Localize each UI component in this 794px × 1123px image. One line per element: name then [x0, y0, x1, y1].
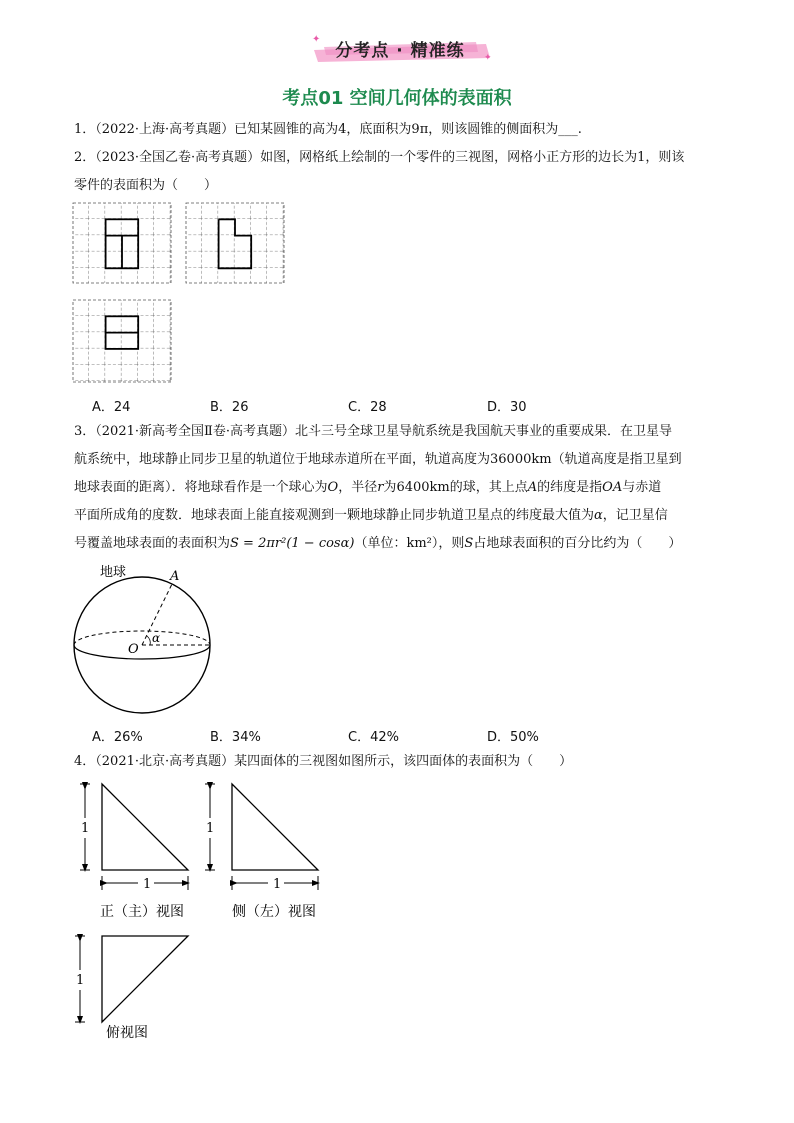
q4-front-view — [80, 784, 188, 920]
q3-option-d[interactable]: D．50% — [487, 730, 539, 745]
front-view-caption: 正（主）视图 — [100, 904, 184, 920]
q3-line3a: 地球表面的距离）．将地球看作是一个球心为 — [74, 480, 328, 495]
q3-var-a: A — [527, 480, 538, 495]
q2-option-a[interactable]: A．24 — [92, 400, 131, 415]
q3-var-o: O — [327, 480, 339, 495]
q3-line5d: 占地球表面积的百分比约为（ ） — [473, 536, 682, 551]
question-2 — [74, 144, 724, 200]
q2-option-d[interactable]: D．30 — [487, 400, 527, 415]
q2-side-view — [186, 203, 284, 283]
svg-text:✦: ✦ — [484, 53, 492, 63]
q2-line2: 零件的表面积为（ ） — [74, 178, 218, 193]
question-4 — [74, 748, 724, 776]
q3-line1: 北斗三号全球卫星导航系统是我国航天事业的重要成果．在卫星导 — [294, 424, 672, 439]
q2-option-c[interactable]: C．28 — [348, 400, 387, 415]
q2-top-view — [73, 300, 171, 382]
banner-text: 分考点 · 精准练 — [335, 41, 465, 61]
q3-option-c[interactable]: C．42% — [348, 730, 399, 745]
label-a: A — [170, 569, 180, 584]
q3-line5c: ），则 — [431, 536, 465, 551]
q4-text: 某四面体的三视图如图所示，该四面体的表面积为（ ） — [234, 754, 573, 769]
q3-orbit-height: 36000km — [490, 452, 552, 467]
q3-radius: 6400km — [396, 480, 450, 495]
q3-number: 3． — [74, 424, 96, 439]
side-view-caption: 侧（左）视图 — [232, 904, 316, 920]
q3-line5a: 号覆盖地球表面的表面积为 — [74, 536, 231, 551]
q2-line1: 如图，网格纸上绘制的一个零件的三视图，网格小正方形的边长为1，则该 — [260, 150, 685, 165]
q3-var-alpha: α — [594, 508, 603, 523]
q2-options — [92, 396, 732, 416]
q4-source: （2021·北京·高考真题） — [95, 754, 235, 769]
q3-option-b[interactable]: B．34% — [210, 730, 261, 745]
front-height-label: 1 — [81, 821, 90, 836]
q3-line2a: 航系统中，地球静止同步卫星的轨道位于地球赤道所在平面，轨道高度为 — [74, 452, 491, 467]
q3-formula: S = 2πr²(1 − cosα) — [230, 536, 355, 551]
label-o: O — [128, 642, 139, 657]
q3-source: （2021·新高考全国Ⅱ卷·高考真题） — [95, 424, 295, 439]
q2-three-view-figure — [72, 202, 312, 384]
equator-back — [74, 631, 210, 645]
question-1 — [74, 116, 724, 144]
q3-line4a: 平面所成角的度数．地球表面上能直接观测到一颗地球静止同步轨道卫星点的纬度最大值为 — [74, 508, 595, 523]
q3-earth-figure — [70, 560, 220, 720]
front-width-label: 1 — [143, 877, 152, 892]
label-earth: 地球 — [100, 565, 127, 580]
q1-number: 1． — [74, 122, 96, 137]
side-width-label: 1 — [273, 877, 282, 892]
q2-option-b[interactable]: B．26 — [210, 400, 249, 415]
q3-line3d: 的球，其上点 — [449, 480, 528, 495]
page-title: 考点01 空间几何体的表面积 — [282, 88, 512, 109]
q1-text-a: 已知某圆锥的高为4，底面积为 — [234, 122, 412, 137]
q1-source: （2022·上海·高考真题） — [95, 122, 235, 137]
q4-top-view — [75, 936, 188, 1041]
section-banner — [300, 30, 500, 64]
q1-blank: ___. — [558, 122, 582, 137]
q3-line3c: 为 — [383, 480, 397, 495]
q2-source: （2023·全国乙卷·高考真题） — [95, 150, 261, 165]
q2-front-view — [73, 203, 171, 283]
equator-front — [74, 645, 210, 659]
question-3 — [74, 418, 724, 558]
angle-arc — [147, 636, 150, 645]
q2-number: 2． — [74, 150, 96, 165]
q3-unit: km² — [406, 536, 432, 551]
label-alpha: α — [152, 631, 161, 645]
q4-side-view — [205, 784, 318, 920]
q3-line3b: ，半径 — [338, 480, 378, 495]
q3-var-oa: OA — [602, 480, 623, 495]
q3-line3e: 的纬度是指 — [537, 480, 603, 495]
q3-option-a[interactable]: A．26% — [92, 730, 143, 745]
top-height-label: 1 — [76, 973, 85, 988]
q3-line4b: ，记卫星信 — [602, 508, 668, 523]
q1-value: 9π — [411, 122, 429, 137]
q4-number: 4． — [74, 754, 96, 769]
q3-line5b: （单位： — [354, 536, 407, 551]
q3-var-r: r — [377, 480, 384, 495]
svg-text:✦: ✦ — [312, 34, 321, 45]
top-view-caption: 俯视图 — [106, 1025, 148, 1041]
q4-three-view-figure — [66, 780, 346, 1050]
side-height-label: 1 — [206, 821, 215, 836]
q3-options — [92, 726, 732, 746]
q3-line3f: 与赤道 — [622, 480, 662, 495]
q1-text-b: ，则该圆锥的侧面积为 — [428, 122, 559, 137]
q3-var-s: S — [464, 536, 474, 551]
q3-line2b: （轨道高度是指卫星到 — [551, 452, 682, 467]
